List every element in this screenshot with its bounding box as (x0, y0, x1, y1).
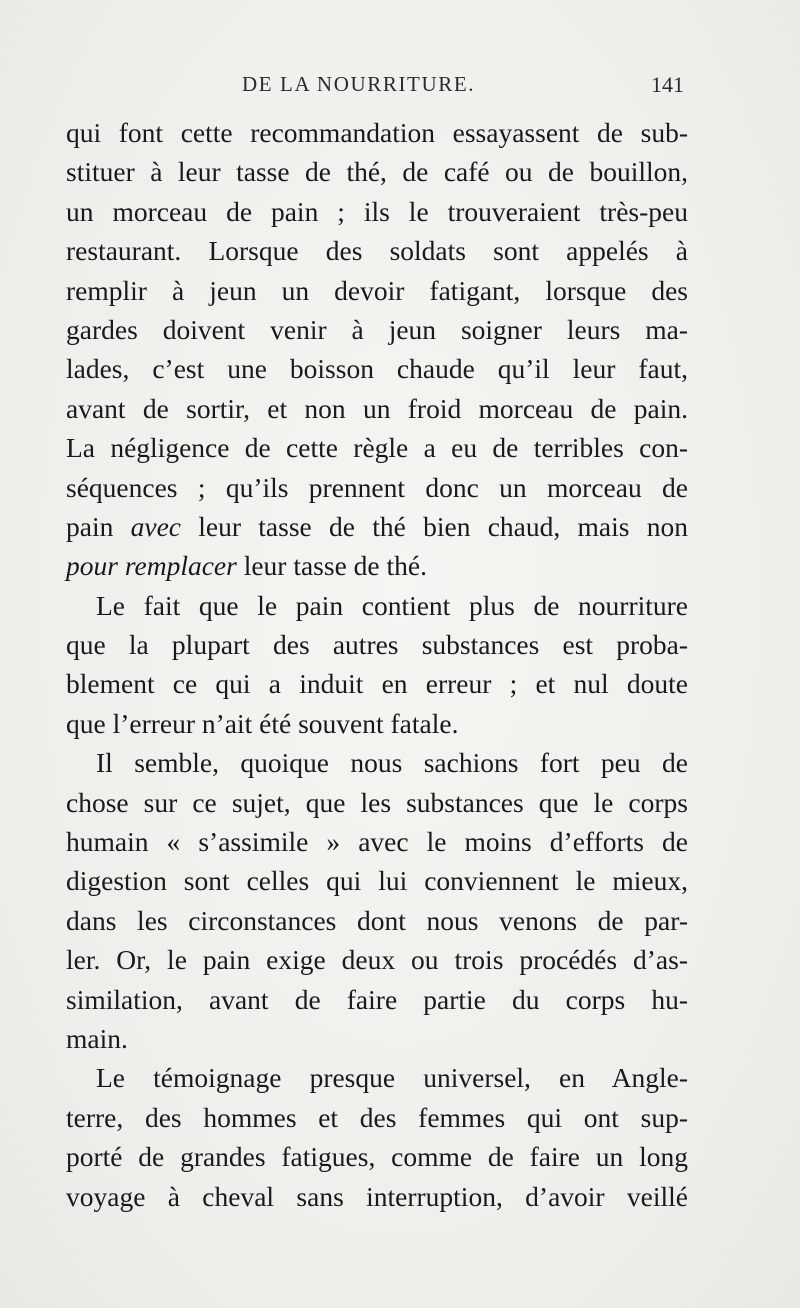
text-line: Il semble, quoique nous sachions fort peu de (96, 747, 688, 779)
text-line: similation, avant de faire partie du corps hu- (66, 983, 688, 1015)
text-line: séquences ; qu’ils prennent donc un morceau de (66, 471, 688, 503)
text-line: que l’erreur n’ait été souvent fatale. (66, 707, 459, 739)
text-line: avant de sortir, et non un froid morceau de pain. (66, 392, 688, 424)
text-line: ler. Or, le pain exige deux ou trois procédés d’as- (66, 944, 688, 976)
text-segment: pain (66, 510, 131, 542)
text-line: stituer à leur tasse de thé, de café ou de bouillon, (66, 156, 688, 188)
text-line: voyage à cheval sans interruption, d’avoir veillé (66, 1180, 688, 1212)
text-line: main. (66, 1022, 128, 1054)
running-title: DE LA NOURRITURE. (242, 72, 476, 96)
text-line: que la plupart des autres substances est proba- (66, 629, 688, 661)
text-line: un morceau de pain ; ils le trouveraient très-peu (66, 195, 688, 227)
text-line: restaurant. Lorsque des soldats sont appelés à (66, 235, 688, 267)
italic-emphasis: pour remplacer (66, 550, 237, 582)
text-line: Le témoignage presque universel, en Angle- (96, 1062, 688, 1094)
text-line: remplir à jeun un devoir fatigant, lorsque des (66, 274, 688, 306)
running-head (66, 72, 688, 102)
text-line: lades, c’est une boisson chaude qu’il leur faut, (66, 353, 688, 385)
text-segment: leur tasse de thé. (236, 550, 427, 582)
text-line: La négligence de cette règle a eu de terribles con- (66, 432, 688, 464)
text-line: chose sur ce sujet, que les substances que le corps (66, 786, 688, 818)
text-line: digestion sont celles qui lui conviennent le mieux, (66, 865, 688, 897)
text-line: qui font cette recommandation essayassent de sub- (66, 117, 688, 148)
text-segment: leur tasse de thé bien chaud, mais non (181, 510, 688, 542)
page-number: 141 (651, 72, 684, 97)
text-line: dans les circonstances dont nous venons de par- (66, 904, 688, 936)
text-line: porté de grandes fatigues, comme de faire un long (66, 1141, 688, 1173)
body-text (66, 113, 688, 1216)
text-line: humain « s’assimile » avec le moins d’efforts de (66, 826, 688, 858)
text-line (66, 546, 688, 585)
text-line: Le fait que le pain contient plus de nourriture (96, 589, 688, 621)
text-line: gardes doivent venir à jeun soigner leurs ma- (66, 313, 688, 345)
text-line: terre, des hommes et des femmes qui ont sup- (66, 1101, 688, 1133)
text-line (66, 507, 688, 546)
text-line: blement ce qui a induit en erreur ; et nul doute (66, 668, 688, 700)
italic-emphasis: avec (130, 510, 181, 542)
